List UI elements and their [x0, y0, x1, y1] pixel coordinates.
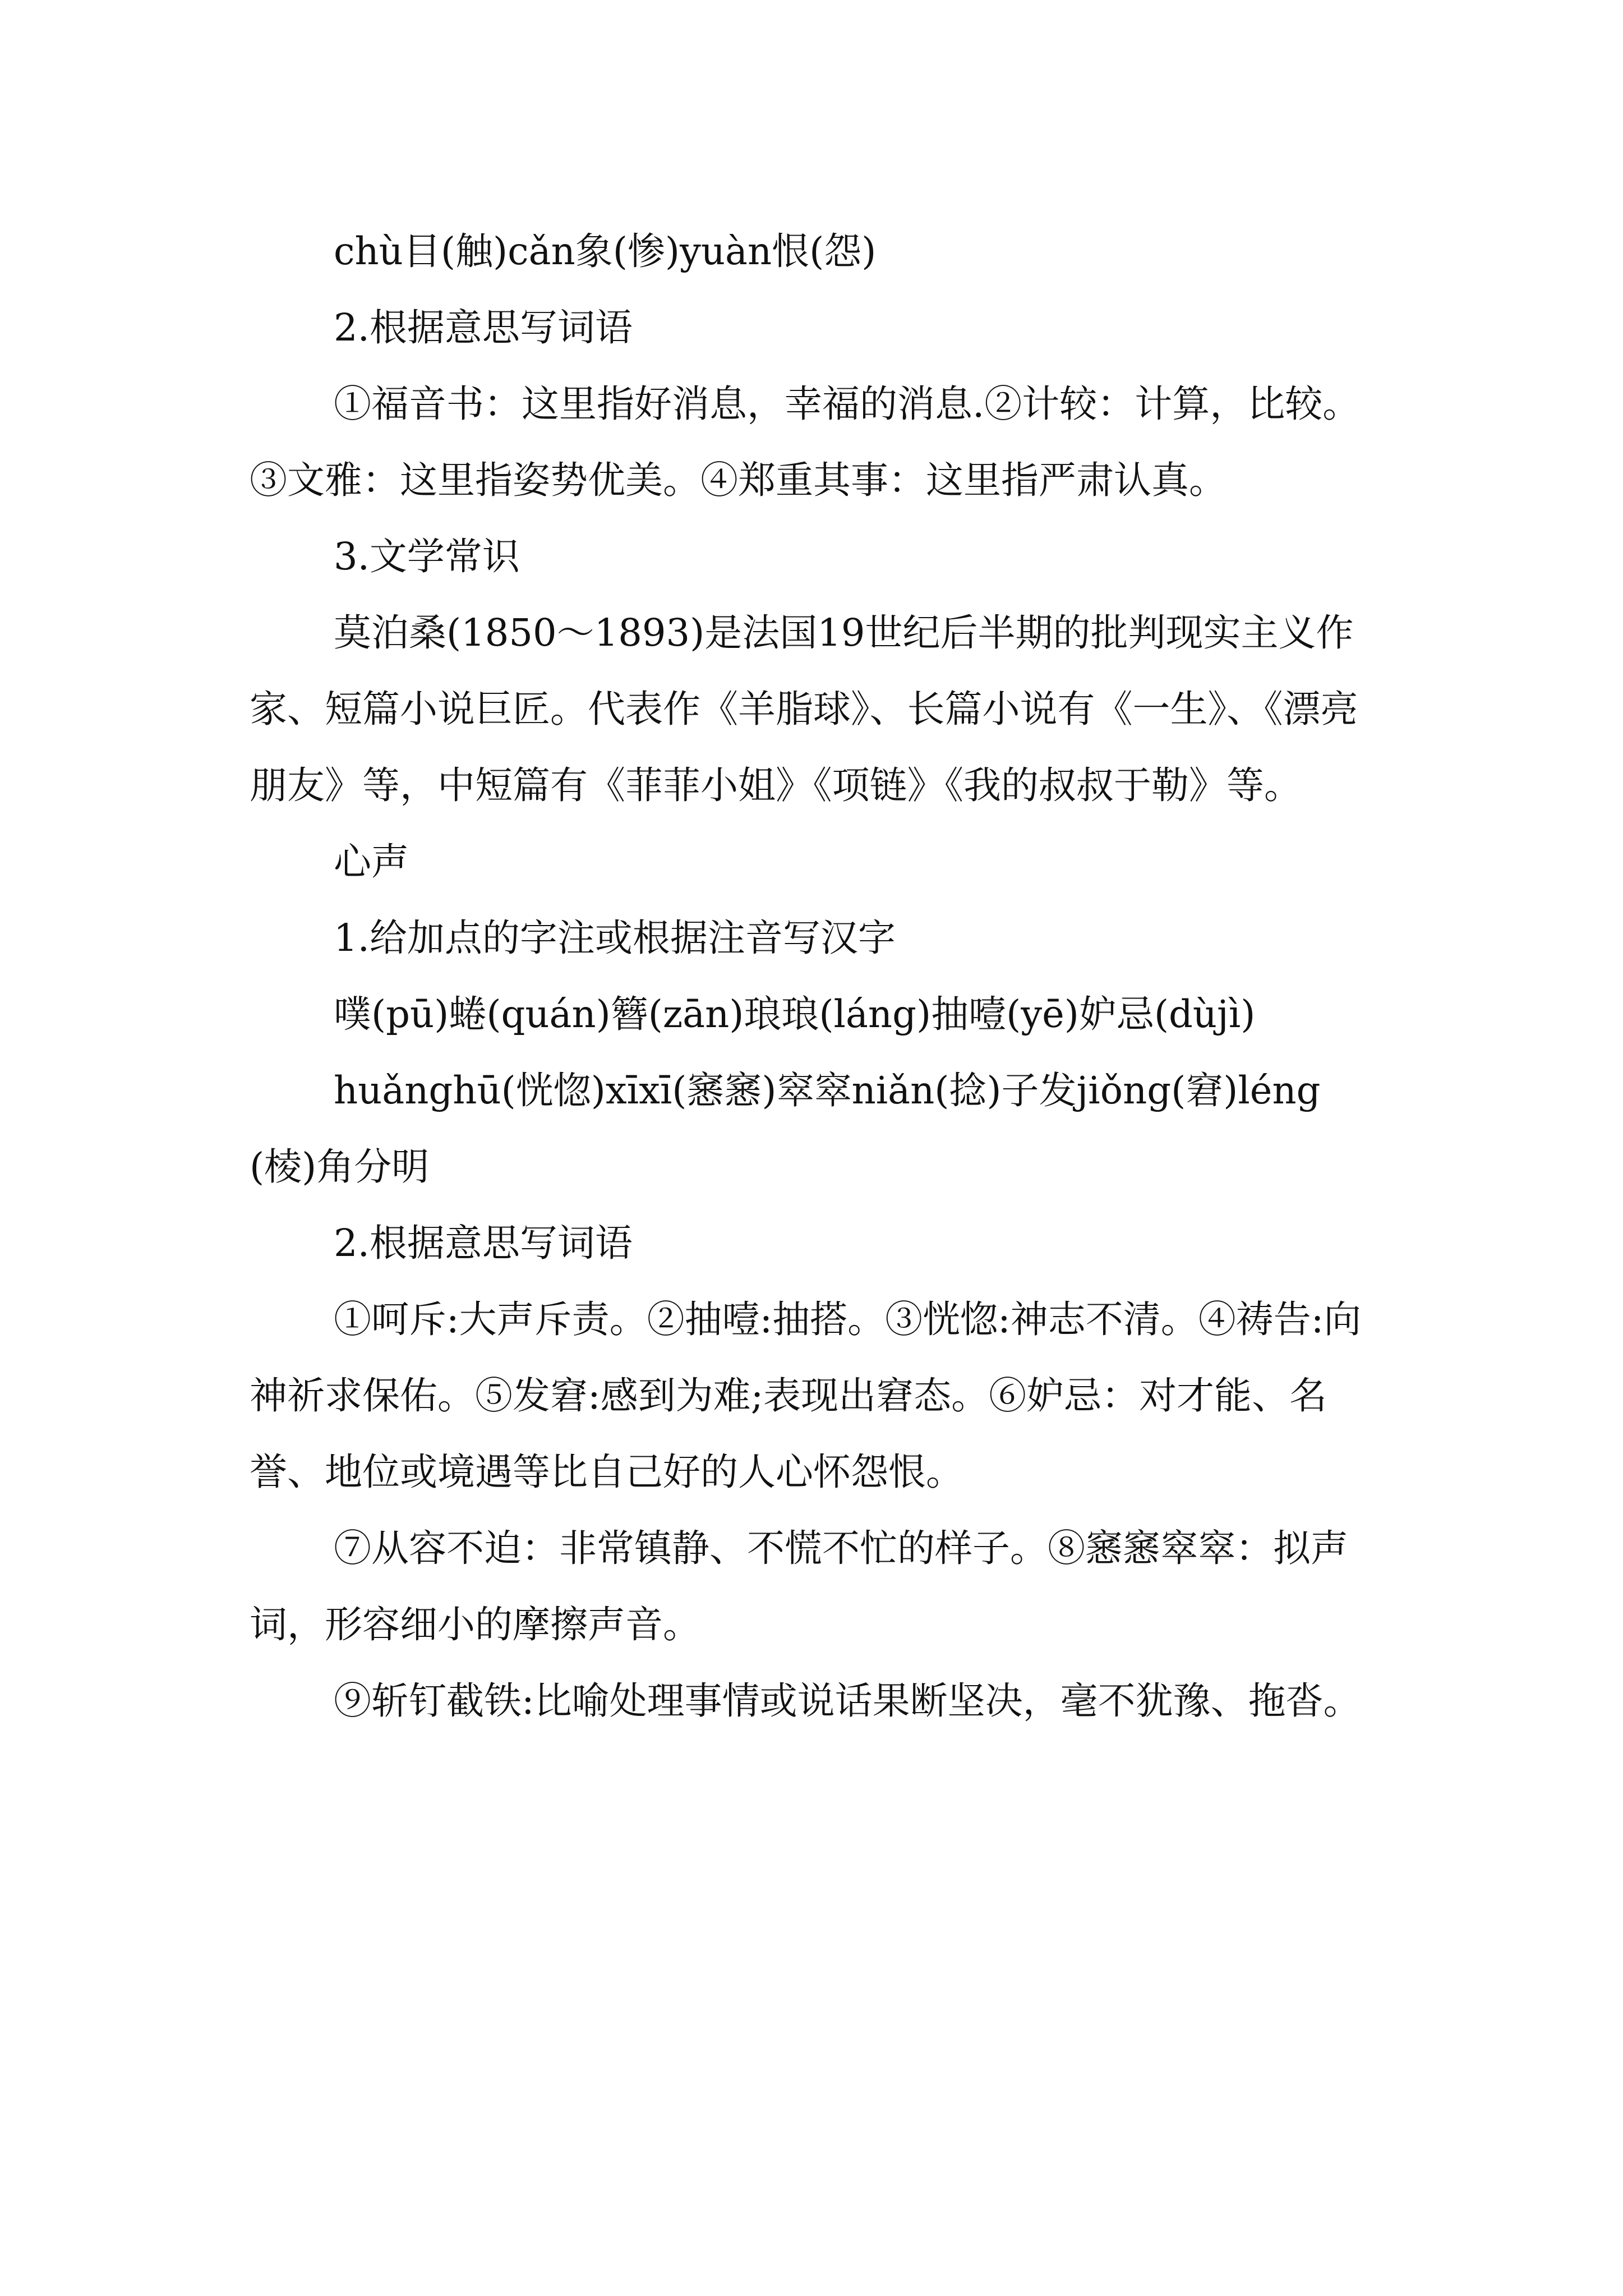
section-heading-word-meaning: 2.根据意思写词语 [334, 306, 633, 349]
word-meaning-paragraph-2: ①呵斥:大声斥责。②抽噎:抽搭。③恍惚:神志不清。④祷告:向神祈求保佑。⑤发窘:感到为难;表现出窘态。⑥妒忌：对才能、名誉、地位或境遇等比自己好的人心怀怨恨。 [250, 1297, 1362, 1494]
section-heading-literary-knowledge: 3.文学常识 [334, 535, 520, 578]
lesson-title: 心声 [334, 840, 409, 884]
pinyin-paragraph-2: huǎnghū(恍惚)xīxī(窸窸)窣窣niǎn(捻)子发jiǒng(窘)léng(棱)角分明 [250, 1069, 1321, 1189]
section-heading-pinyin: 1.给加点的字注或根据注音写汉字 [334, 916, 896, 960]
pinyin-answers-line: chù目(触)cǎn象(惨)yuàn恨(怨) [334, 229, 877, 273]
word-meaning-paragraph-3: ⑦从容不迫：非常镇静、不慌不忙的样子。⑧窸窸窣窣：拟声词，形容细小的摩擦声音。 [250, 1526, 1348, 1646]
pinyin-paragraph-1: 噗(pū)蜷(quán)簪(zān)琅琅(láng)抽噎(yē)妒忌(dùjì) [334, 992, 1256, 1036]
document-body [250, 213, 1380, 1739]
word-meaning-paragraph: ①福音书：这里指好消息，幸福的消息.②计较：计算，比较。③文雅：这里指姿势优美。④郑重其事：这里指严肃认真。 [250, 382, 1361, 502]
word-meaning-paragraph-4: ⑨斩钉截铁:比喻处理事情或说话果断坚决，毫不犹豫、拖沓。 [334, 1679, 1361, 1723]
section-heading-word-meaning-2: 2.根据意思写词语 [334, 1221, 633, 1265]
author-intro-paragraph: 莫泊桑(1850～1893)是法国19世纪后半期的批判现实主义作家、短篇小说巨匠。代表作《羊脂球》、长篇小说有《一生》、《漂亮朋友》等，中短篇有《菲菲小姐》《项链》《我的叔叔于勒》等。 [250, 611, 1358, 807]
